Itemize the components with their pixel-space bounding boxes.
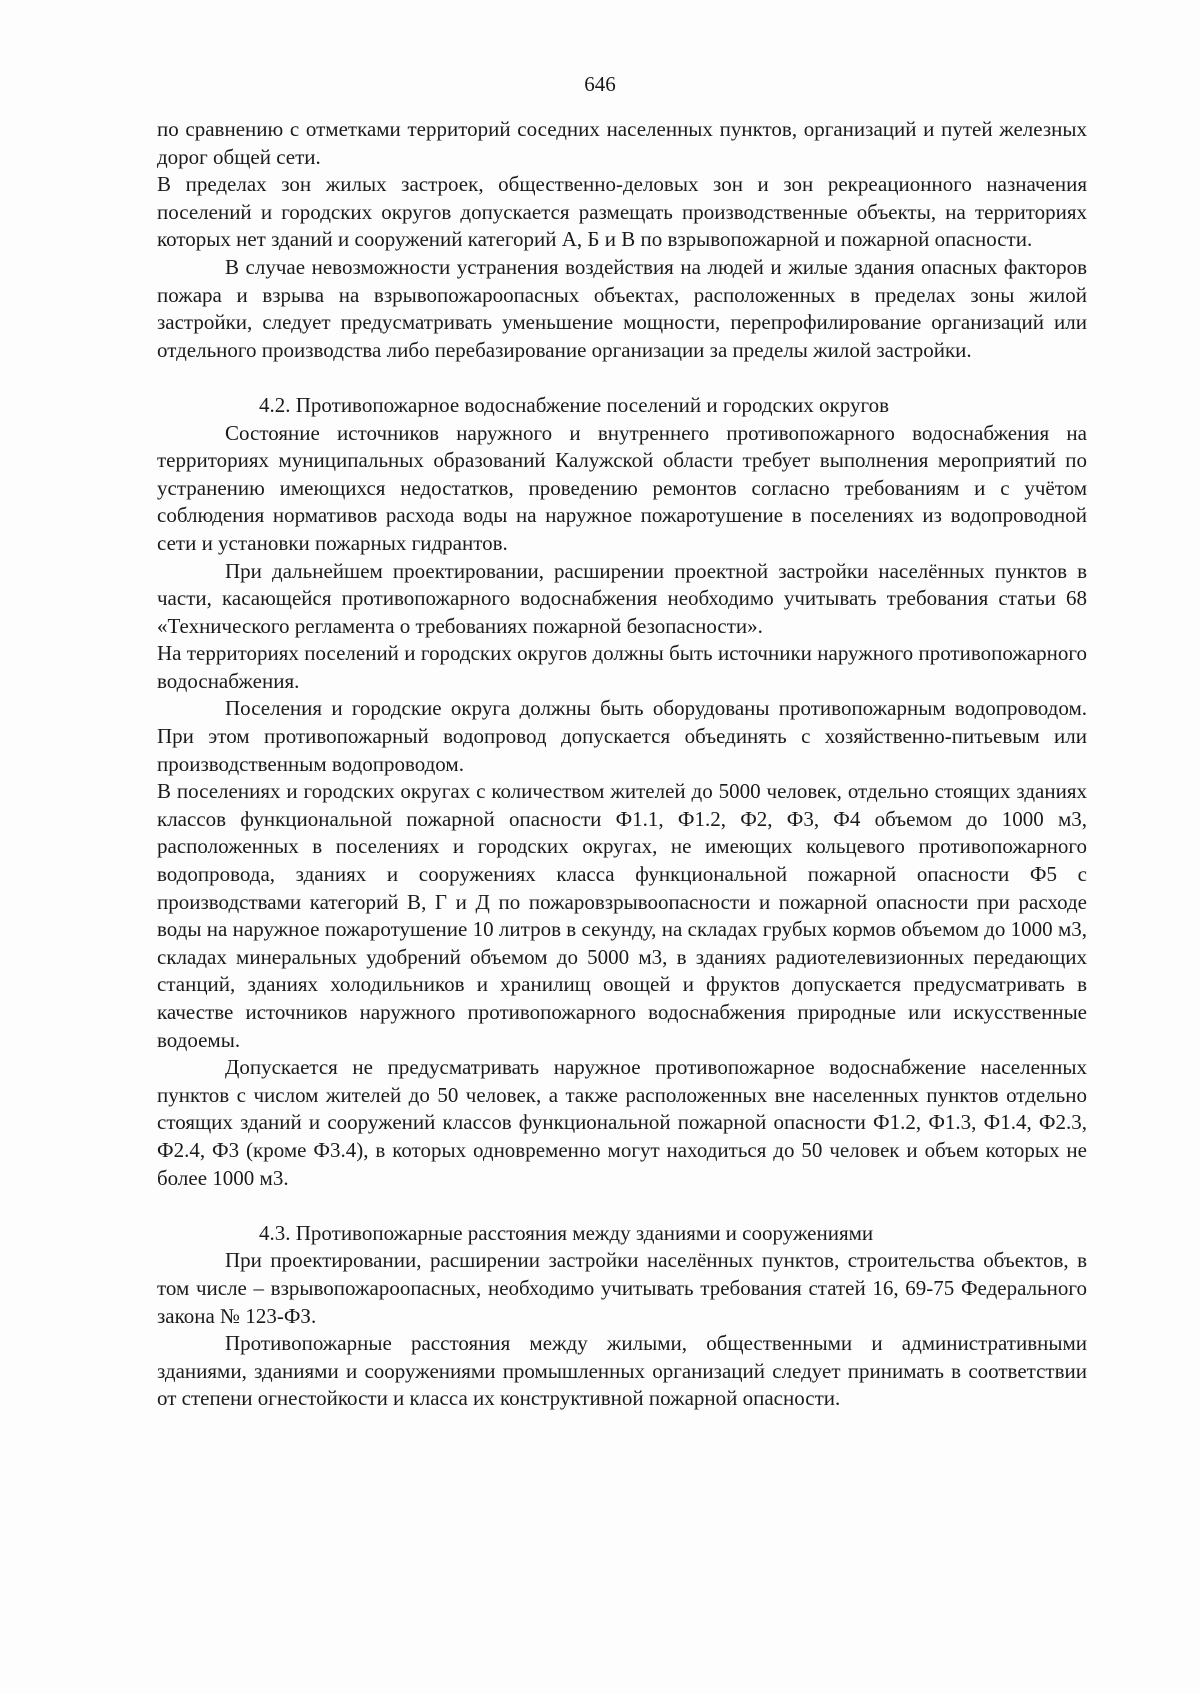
page-number: 646 [584,72,616,96]
body-paragraph: Состояние источников наружного и внутреннего противопожарного водоснабжения на территориях муниципальных образований Калужской области требует выполнения мероприятий по устранению имеющихся недостатков, проведению ремонтов согласно требованиям и с учётом соблюдения нормативов расхода воды на наружное пожаротушение в поселениях из водопроводной сети и установки пожарных гидрантов. [157,420,1087,555]
body-paragraph: Противопожарные расстояния между жилыми, общественными и административными зданиями, зданиями и сооружениями промышленных организаций следует принимать в соответствии от степени огнестойкости и класса их конструктивной пожарной опасности. [157,1331,1087,1411]
body-paragraph: Поселения и городские округа должны быть оборудованы противопожарным водопроводом. При этом противопожарный водопровод допускается объединять с хозяйственно-питьевым или производственным водопроводом. [157,696,1087,776]
paragraph-spacer [157,1192,1087,1220]
body-paragraph: При проектировании, расширении застройки населённых пунктов, строительства объектов, в том числе – взрывопожароопасных, необходимо учитывать требования статей 16, 69-75 Федерального закона № 123-ФЗ. [157,1248,1087,1328]
body-paragraph: Допускается не предусматривать наружное противопожарное водоснабжение населенных пунктов с числом жителей до 50 человек, а также расположенных вне населенных пунктов отдельно стоящих зданий и сооружений классов функциональной пожарной опасности Ф1.2, Ф1.3, Ф1.4, Ф2.3, Ф2.4, Ф3 (кроме Ф3.4), в которых одновременно могут находиться до 50 человек и объем которых не более 1000 м3. [157,1055,1087,1190]
body-paragraph: по сравнению с отметками территорий соседних населенных пунктов, организаций и путей железных дорог общей сети. [157,117,1087,169]
body-paragraph: В поселениях и городских округах с количеством жителей до 5000 человек, отдельно стоящих зданиях классов функциональной пожарной опасности Ф1.1, Ф1.2, Ф2, Ф3, Ф4 объемом до 1000 м3, расположенных в поселениях и городских округах, не имеющих кольцевого противопожарного водопровода, зданиях и сооружениях класса функциональной пожарной опасности Ф5 с производствами категорий В, Г и Д по пожаровзрывоопасности и пожарной опасности при расходе воды на наружное пожаротушение 10 литров в секунду, на складах грубых кормов объемом до 1000 м3, складах минеральных удобрений объемом до 5000 м3, в зданиях радиотелевизионных передающих станций, зданиях холодильников и хранилищ овощей и фруктов допускается предусматривать в качестве источников наружного противопожарного водоснабжения природные или искусственные водоемы. [157,779,1087,1052]
body-paragraph: В пределах зон жилых застроек, общественно-деловых зон и зон рекреационного назначения поселений и городских округов допускается размещать производственные объекты, на территориях которых нет зданий и сооружений категорий А, Б и В по взрывопожарной и пожарной опасности. [157,172,1087,252]
body-paragraph: При дальнейшем проектировании, расширении проектной застройки населённых пунктов в части, касающейся противопожарного водоснабжения необходимо учитывать требования статьи 68 «Технического регламента о требованиях пожарной безопасности». [157,558,1087,638]
document-body [157,116,1087,1413]
paragraph-spacer [157,364,1087,392]
section-heading: 4.3. Противопожарные расстояния между зданиями и сооружениями [259,1220,874,1245]
body-paragraph: На территориях поселений и городских округов должны быть источники наружного противопожарного водоснабжения. [157,641,1087,693]
section-heading: 4.2. Противопожарное водоснабжение поселений и городских округов [259,392,889,417]
body-paragraph: В случае невозможности устранения воздействия на людей и жилые здания опасных факторов пожара и взрыва на взрывопожароопасных объектах, расположенных в пределах зоны жилой застройки, следует предусматривать уменьшение мощности, перепрофилирование организаций или отдельного производства либо перебазирование организации за пределы жилой застройки. [157,254,1087,362]
